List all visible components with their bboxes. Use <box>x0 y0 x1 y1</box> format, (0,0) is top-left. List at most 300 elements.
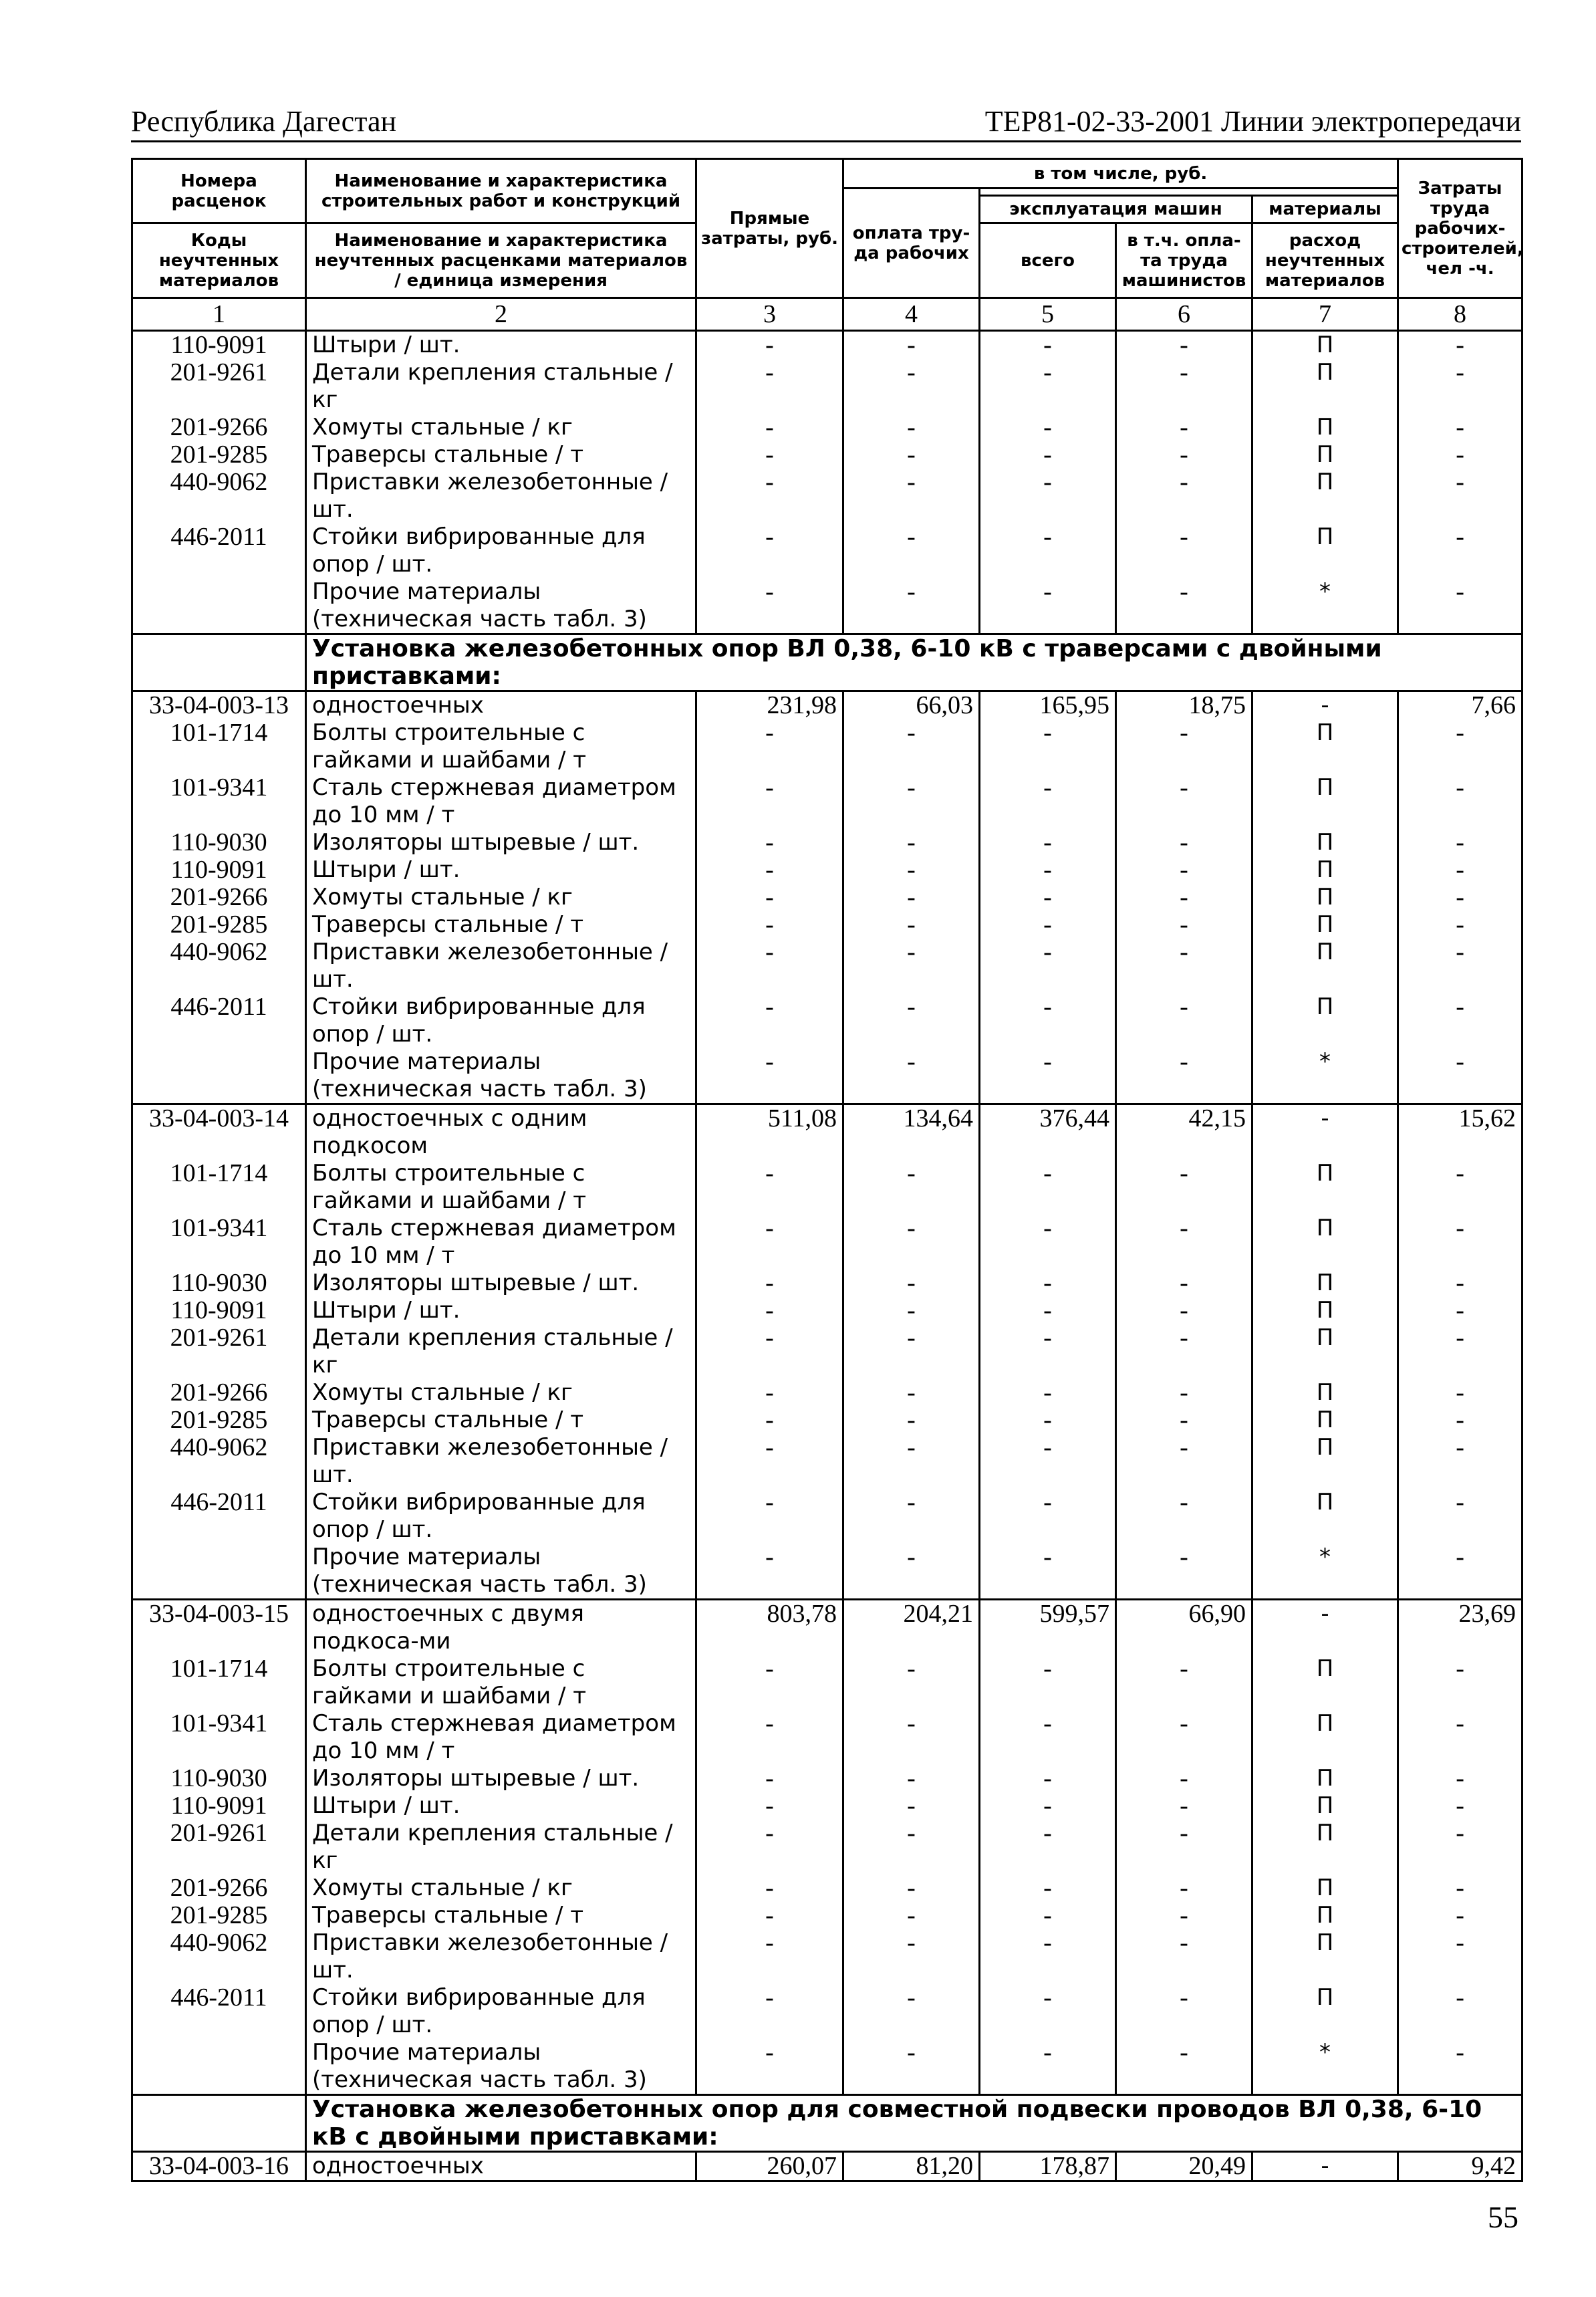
labor-cost: - <box>843 469 980 523</box>
operator-cost: - <box>1116 1875 1252 1902</box>
direct-cost: - <box>696 1902 843 1929</box>
labor-cost: - <box>843 1820 980 1875</box>
labor-cost: - <box>843 1324 980 1379</box>
machine-cost: - <box>980 1902 1116 1929</box>
section-spacer <box>132 2095 306 2152</box>
labor-cost: - <box>843 1792 980 1820</box>
row-name: одностоечных с двумя подкоса-ми <box>306 1600 696 1656</box>
labor-hours: - <box>1398 774 1522 829</box>
row-code: 101-1714 <box>132 1160 306 1215</box>
row-code: 201-9266 <box>132 1379 306 1407</box>
column-number: 8 <box>1398 298 1522 331</box>
labor-cost: 66,03 <box>843 691 980 720</box>
machine-cost: - <box>980 1875 1116 1902</box>
row-name: Стойки вибрированные для опор / шт. <box>306 993 696 1048</box>
direct-cost: - <box>696 1655 843 1710</box>
row-code <box>132 1544 306 1600</box>
labor-cost: - <box>843 1655 980 1710</box>
col4-header: оплата тру-да рабочих <box>843 189 980 298</box>
rate-position-row <box>132 1600 1522 1656</box>
operator-cost: - <box>1116 1929 1252 1984</box>
labor-cost: - <box>843 1297 980 1324</box>
direct-cost: - <box>696 1160 843 1215</box>
operator-cost: - <box>1116 441 1252 469</box>
direct-cost: 231,98 <box>696 691 843 720</box>
labor-cost: - <box>843 1765 980 1792</box>
machine-cost: - <box>980 2039 1116 2095</box>
material-consumption: П <box>1252 359 1398 414</box>
labor-hours: - <box>1398 856 1522 884</box>
row-code: 33-04-003-14 <box>132 1104 306 1161</box>
material-consumption: П <box>1252 1215 1398 1270</box>
row-code: 101-9341 <box>132 1710 306 1765</box>
row-name: Приставки железобетонные /шт. <box>306 1929 696 1984</box>
operator-cost: - <box>1116 1379 1252 1407</box>
material-consumption: П <box>1252 1489 1398 1544</box>
material-consumption: П <box>1252 414 1398 441</box>
labor-hours: - <box>1398 719 1522 774</box>
materials-header: материалы <box>1252 196 1398 223</box>
row-name: Штыри / шт. <box>306 1792 696 1820</box>
machine-cost: - <box>980 1655 1116 1710</box>
machine-cost: - <box>980 939 1116 993</box>
row-code: 110-9030 <box>132 829 306 856</box>
material-consumption: П <box>1252 829 1398 856</box>
operator-cost: - <box>1116 523 1252 578</box>
labor-cost: 204,21 <box>843 1600 980 1656</box>
rate-position-row <box>132 2152 1522 2181</box>
operator-cost: - <box>1116 469 1252 523</box>
labor-hours: - <box>1398 1820 1522 1875</box>
operator-cost: - <box>1116 939 1252 993</box>
operator-cost: - <box>1116 719 1252 774</box>
row-name: Хомуты стальные / кг <box>306 884 696 911</box>
machine-cost: 376,44 <box>980 1104 1116 1161</box>
row-code: 110-9030 <box>132 1765 306 1792</box>
material-consumption: П <box>1252 993 1398 1048</box>
machine-cost: - <box>980 884 1116 911</box>
direct-cost: - <box>696 774 843 829</box>
material-consumption: П <box>1252 1270 1398 1297</box>
machine-cost: - <box>980 1215 1116 1270</box>
labor-hours: - <box>1398 911 1522 939</box>
machine-cost: - <box>980 469 1116 523</box>
labor-cost: - <box>843 1984 980 2039</box>
table-header <box>132 159 1522 298</box>
row-code: 201-9285 <box>132 1407 306 1434</box>
machine-cost: 165,95 <box>980 691 1116 720</box>
row-name: одностоечных <box>306 691 696 720</box>
table-body <box>132 298 1522 2181</box>
machine-cost: - <box>980 1297 1116 1324</box>
labor-hours: - <box>1398 1489 1522 1544</box>
price-table <box>131 158 1523 2182</box>
section-spacer <box>132 634 306 691</box>
row-name: Сталь стержневая диаметром до 10 мм / т <box>306 1710 696 1765</box>
column-number: 6 <box>1116 298 1252 331</box>
direct-cost: - <box>696 1710 843 1765</box>
material-row <box>132 441 1522 469</box>
row-code: 201-9285 <box>132 441 306 469</box>
col8-header: Затраты труда рабочих-строителей, чел -ч. <box>1398 159 1522 298</box>
labor-hours: - <box>1398 884 1522 911</box>
operator-cost: - <box>1116 1984 1252 2039</box>
labor-hours: - <box>1398 1902 1522 1929</box>
labor-hours: - <box>1398 2039 1522 2095</box>
labor-cost: - <box>843 911 980 939</box>
labor-cost: - <box>843 359 980 414</box>
operator-cost: 66,90 <box>1116 1600 1252 1656</box>
col7-header: расход неучтенных материалов <box>1252 223 1398 298</box>
row-name: Болты строительные с гайками и шайбами / т <box>306 1160 696 1215</box>
material-row <box>132 1407 1522 1434</box>
material-row <box>132 1792 1522 1820</box>
labor-cost: 81,20 <box>843 2152 980 2181</box>
direct-cost: - <box>696 719 843 774</box>
row-name: Сталь стержневая диаметром до 10 мм / т <box>306 774 696 829</box>
row-code: 446-2011 <box>132 1984 306 2039</box>
row-name: Хомуты стальные / кг <box>306 1875 696 1902</box>
labor-hours: - <box>1398 1929 1522 1984</box>
operator-cost: - <box>1116 1297 1252 1324</box>
machine-cost: - <box>980 993 1116 1048</box>
row-code: 110-9091 <box>132 1792 306 1820</box>
material-consumption: П <box>1252 1655 1398 1710</box>
rate-position-row <box>132 691 1522 720</box>
labor-cost: - <box>843 829 980 856</box>
row-name: Изоляторы штыревые / шт. <box>306 1765 696 1792</box>
machine-cost: - <box>980 1544 1116 1600</box>
row-code: 33-04-003-15 <box>132 1600 306 1656</box>
row-code: 201-9261 <box>132 1324 306 1379</box>
operator-cost: - <box>1116 993 1252 1048</box>
labor-hours: 7,66 <box>1398 691 1522 720</box>
operator-cost: - <box>1116 1489 1252 1544</box>
labor-cost: - <box>843 523 980 578</box>
direct-cost: - <box>696 1820 843 1875</box>
row-name: Штыри / шт. <box>306 1297 696 1324</box>
material-consumption: П <box>1252 1792 1398 1820</box>
material-consumption: * <box>1252 1544 1398 1600</box>
labor-hours: - <box>1398 1434 1522 1489</box>
material-consumption: - <box>1252 1600 1398 1656</box>
labor-hours: - <box>1398 1379 1522 1407</box>
labor-hours: - <box>1398 1792 1522 1820</box>
labor-cost: - <box>843 1929 980 1984</box>
row-code: 101-1714 <box>132 1655 306 1710</box>
labor-hours: - <box>1398 1765 1522 1792</box>
row-name: Траверсы стальные / т <box>306 441 696 469</box>
operator-cost: - <box>1116 1544 1252 1600</box>
machine-cost: - <box>980 1324 1116 1379</box>
material-consumption: * <box>1252 578 1398 634</box>
row-name: Стойки вибрированные для опор / шт. <box>306 523 696 578</box>
operator-cost: - <box>1116 1710 1252 1765</box>
operator-cost: - <box>1116 1902 1252 1929</box>
operator-cost: - <box>1116 1160 1252 1215</box>
machine-cost: - <box>980 1792 1116 1820</box>
row-name: Детали крепления стальные / кг <box>306 1324 696 1379</box>
operator-cost: 42,15 <box>1116 1104 1252 1161</box>
machine-cost: - <box>980 578 1116 634</box>
row-code <box>132 2039 306 2095</box>
material-consumption: П <box>1252 774 1398 829</box>
direct-cost: - <box>696 414 843 441</box>
row-code: 201-9261 <box>132 359 306 414</box>
direct-cost: - <box>696 993 843 1048</box>
material-row <box>132 1875 1522 1902</box>
operator-cost: - <box>1116 856 1252 884</box>
labor-hours: 15,62 <box>1398 1104 1522 1161</box>
row-name: Приставки железобетонные /шт. <box>306 469 696 523</box>
material-row <box>132 1434 1522 1489</box>
row-code <box>132 1048 306 1104</box>
material-consumption: П <box>1252 1765 1398 1792</box>
labor-hours: - <box>1398 1048 1522 1104</box>
material-consumption: П <box>1252 1902 1398 1929</box>
row-name: Детали крепления стальные / кг <box>306 1820 696 1875</box>
direct-cost: - <box>696 1875 843 1902</box>
row-name: Хомуты стальные / кг <box>306 1379 696 1407</box>
document-title: ТЕР81-02-33-2001 Линии электропередачи <box>984 105 1521 138</box>
machine-cost: - <box>980 911 1116 939</box>
machine-cost: - <box>980 1270 1116 1297</box>
operator-cost: - <box>1116 1048 1252 1104</box>
row-code: 33-04-003-16 <box>132 2152 306 2181</box>
direct-cost: 803,78 <box>696 1600 843 1656</box>
labor-cost: - <box>843 1710 980 1765</box>
labor-cost: - <box>843 441 980 469</box>
labor-cost: - <box>843 884 980 911</box>
operator-cost: - <box>1116 1407 1252 1434</box>
material-row <box>132 1544 1522 1600</box>
column-number-row <box>132 298 1522 331</box>
row-code: 201-9266 <box>132 414 306 441</box>
material-consumption: П <box>1252 939 1398 993</box>
row-name: Штыри / шт. <box>306 856 696 884</box>
row-code: 101-9341 <box>132 1215 306 1270</box>
column-number: 5 <box>980 298 1116 331</box>
material-row <box>132 1765 1522 1792</box>
labor-cost: - <box>843 1489 980 1544</box>
row-code: 110-9091 <box>132 856 306 884</box>
labor-hours: - <box>1398 1324 1522 1379</box>
operator-cost: - <box>1116 829 1252 856</box>
row-name: Траверсы стальные / т <box>306 1407 696 1434</box>
material-row <box>132 939 1522 993</box>
material-row <box>132 1710 1522 1765</box>
direct-cost: 511,08 <box>696 1104 843 1161</box>
row-name: Хомуты стальные / кг <box>306 414 696 441</box>
machine-cost: - <box>980 1048 1116 1104</box>
section-title: Установка железобетонных опор ВЛ 0,38, 6-10 кВ с траверсами с двойными приставками: <box>306 634 1522 691</box>
operator-cost: - <box>1116 911 1252 939</box>
machine-cost: - <box>980 1984 1116 2039</box>
labor-cost: - <box>843 939 980 993</box>
row-name: Прочие материалы (техническая часть табл. 3) <box>306 1544 696 1600</box>
machine-cost: - <box>980 719 1116 774</box>
material-row <box>132 829 1522 856</box>
labor-cost: 134,64 <box>843 1104 980 1161</box>
section-title: Установка железобетонных опор для совместной подвески проводов ВЛ 0,38, 6-10 кВ с двойными приставками: <box>306 2095 1522 2152</box>
machine-cost: - <box>980 1434 1116 1489</box>
col2-top-header: Наименование и характеристика строительных работ и конструкций <box>306 159 696 223</box>
material-row <box>132 911 1522 939</box>
labor-cost: - <box>843 1270 980 1297</box>
machine-cost: - <box>980 1710 1116 1765</box>
material-row <box>132 1655 1522 1710</box>
operator-cost: - <box>1116 2039 1252 2095</box>
material-consumption: П <box>1252 331 1398 360</box>
labor-cost: - <box>843 993 980 1048</box>
direct-cost: - <box>696 2039 843 2095</box>
region-title: Республика Дагестан <box>131 105 397 138</box>
row-name: Приставки железобетонные /шт. <box>306 939 696 993</box>
material-consumption: П <box>1252 469 1398 523</box>
material-consumption: П <box>1252 441 1398 469</box>
labor-hours: - <box>1398 1215 1522 1270</box>
material-consumption: П <box>1252 1297 1398 1324</box>
labor-cost: - <box>843 774 980 829</box>
row-code: 201-9285 <box>132 1902 306 1929</box>
labor-hours: - <box>1398 1984 1522 2039</box>
labor-hours: - <box>1398 523 1522 578</box>
operator-cost: - <box>1116 1820 1252 1875</box>
labor-hours: - <box>1398 1544 1522 1600</box>
machine-cost: - <box>980 414 1116 441</box>
material-row <box>132 1820 1522 1875</box>
labor-cost: - <box>843 2039 980 2095</box>
material-consumption: П <box>1252 1160 1398 1215</box>
operator-cost: - <box>1116 1792 1252 1820</box>
labor-cost: - <box>843 1434 980 1489</box>
material-row <box>132 1984 1522 2039</box>
row-name: Прочие материалы (техническая часть табл. 3) <box>306 578 696 634</box>
material-row <box>132 1215 1522 1270</box>
labor-hours: - <box>1398 939 1522 993</box>
column-number: 3 <box>696 298 843 331</box>
col5-header: всего <box>980 223 1116 298</box>
direct-cost: - <box>696 1489 843 1544</box>
row-code: 440-9062 <box>132 1929 306 1984</box>
labor-hours: - <box>1398 1160 1522 1215</box>
material-row <box>132 359 1522 414</box>
section-heading-row <box>132 634 1522 691</box>
labor-cost: - <box>843 1407 980 1434</box>
row-name: Прочие материалы (техническая часть табл. 3) <box>306 2039 696 2095</box>
material-consumption: - <box>1252 691 1398 720</box>
machine-cost: - <box>980 1379 1116 1407</box>
direct-cost: - <box>696 441 843 469</box>
col2-bottom-header: Наименование и характеристика неучтенных расценками материалов / единица измерения <box>306 223 696 298</box>
operator-cost: - <box>1116 1434 1252 1489</box>
labor-hours: - <box>1398 331 1522 360</box>
machine-cost: - <box>980 1820 1116 1875</box>
labor-cost: - <box>843 1048 980 1104</box>
direct-cost: - <box>696 1379 843 1407</box>
operator-cost: - <box>1116 1324 1252 1379</box>
row-code: 440-9062 <box>132 469 306 523</box>
direct-cost: - <box>696 1407 843 1434</box>
direct-cost: - <box>696 1434 843 1489</box>
page-number: 55 <box>1488 2200 1518 2234</box>
operator-cost: - <box>1116 884 1252 911</box>
material-row <box>132 1324 1522 1379</box>
material-row <box>132 1048 1522 1104</box>
labor-hours: - <box>1398 441 1522 469</box>
labor-cost: - <box>843 1902 980 1929</box>
row-name: одностоечных с одним подкосом <box>306 1104 696 1161</box>
labor-hours: - <box>1398 578 1522 634</box>
direct-cost: - <box>696 856 843 884</box>
machine-cost: 178,87 <box>980 2152 1116 2181</box>
row-name: Приставки железобетонные /шт. <box>306 1434 696 1489</box>
machine-cost: - <box>980 523 1116 578</box>
machine-cost: - <box>980 774 1116 829</box>
row-code: 33-04-003-13 <box>132 691 306 720</box>
machine-cost: 599,57 <box>980 1600 1116 1656</box>
row-code: 201-9285 <box>132 911 306 939</box>
material-row <box>132 993 1522 1048</box>
labor-hours: - <box>1398 359 1522 414</box>
direct-cost: - <box>696 829 843 856</box>
direct-cost: - <box>696 1792 843 1820</box>
material-consumption: П <box>1252 1324 1398 1379</box>
machine-cost: - <box>980 1407 1116 1434</box>
operator-cost: - <box>1116 1765 1252 1792</box>
operator-cost: - <box>1116 1655 1252 1710</box>
direct-cost: - <box>696 1544 843 1600</box>
labor-cost: - <box>843 1875 980 1902</box>
row-name: Изоляторы штыревые / шт. <box>306 1270 696 1297</box>
direct-cost: - <box>696 1765 843 1792</box>
material-row <box>132 469 1522 523</box>
row-code: 110-9091 <box>132 331 306 360</box>
material-consumption: П <box>1252 523 1398 578</box>
row-name: Траверсы стальные / т <box>306 1902 696 1929</box>
row-name: Болты строительные с гайками и шайбами / т <box>306 1655 696 1710</box>
machine-cost: - <box>980 1765 1116 1792</box>
material-row <box>132 884 1522 911</box>
material-row <box>132 1902 1522 1929</box>
material-consumption: П <box>1252 719 1398 774</box>
material-consumption: П <box>1252 911 1398 939</box>
labor-hours: - <box>1398 469 1522 523</box>
labor-cost: - <box>843 1544 980 1600</box>
direct-cost: - <box>696 469 843 523</box>
material-row <box>132 856 1522 884</box>
col3-header: Прямые затраты, руб. <box>696 159 843 298</box>
row-code: 440-9062 <box>132 1434 306 1489</box>
material-row <box>132 578 1522 634</box>
machine-cost: - <box>980 1929 1116 1984</box>
labor-hours: - <box>1398 1407 1522 1434</box>
direct-cost: - <box>696 884 843 911</box>
row-code <box>132 578 306 634</box>
material-row <box>132 523 1522 578</box>
material-consumption: П <box>1252 856 1398 884</box>
material-row <box>132 331 1522 360</box>
machine-cost: - <box>980 1160 1116 1215</box>
row-name: Болты строительные с гайками и шайбами / т <box>306 719 696 774</box>
machine-cost: - <box>980 856 1116 884</box>
material-row <box>132 774 1522 829</box>
direct-cost: - <box>696 1297 843 1324</box>
row-name: Прочие материалы (техническая часть табл. 3) <box>306 1048 696 1104</box>
column-number: 2 <box>306 298 696 331</box>
operator-cost: 18,75 <box>1116 691 1252 720</box>
labor-hours: - <box>1398 414 1522 441</box>
